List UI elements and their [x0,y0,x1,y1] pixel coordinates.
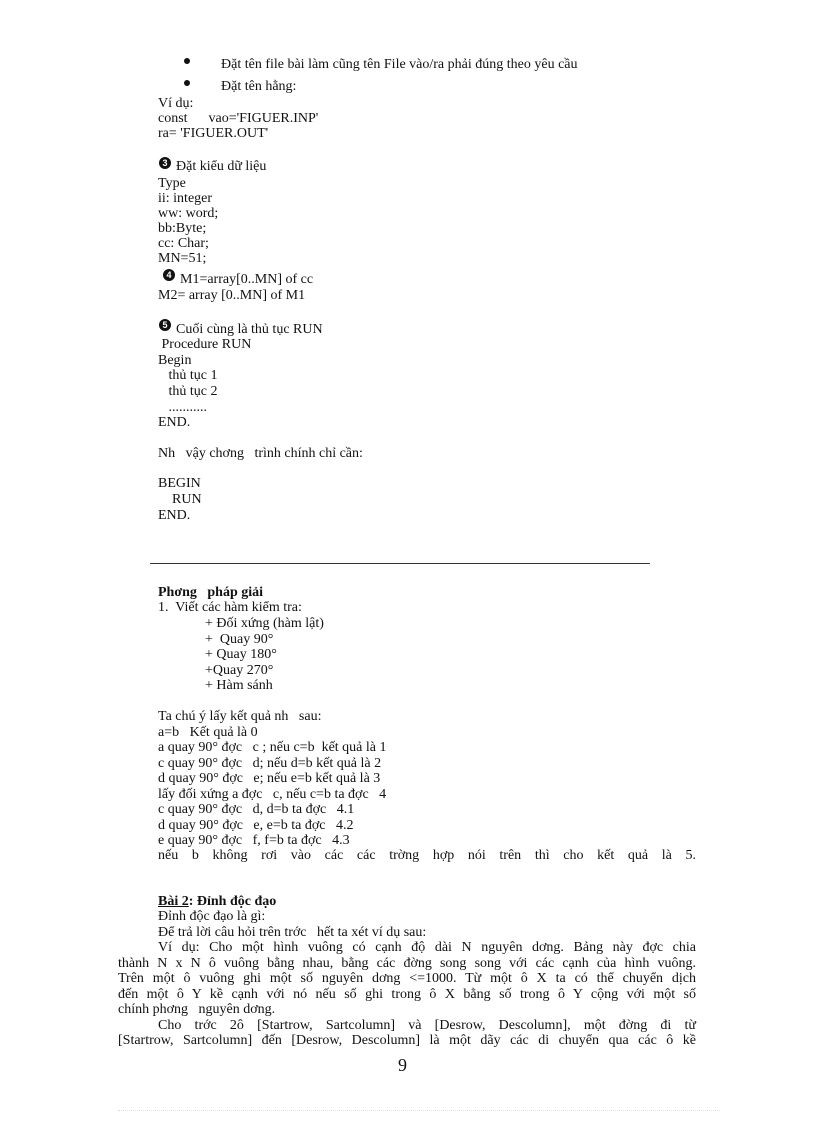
list-item: + Quay 180° [205,647,277,662]
paragraph: Để trả lời câu hỏi trên trớc hết ta xét ví dụ sau: [158,925,427,940]
code-line: thủ tục 2 [158,384,218,399]
step-heading: Đặt kiểu dữ liệu [176,159,267,174]
bullet-icon [184,80,190,86]
code-line: M2= array [0..MN] of M1 [158,288,306,303]
note-line: c quay 90° đợc d, d=b ta đợc 4.1 [158,802,355,817]
paragraph-line: [Startrow, Sartcolumn] đến [Desrow, Descolumn] là một dãy các di chuyển qua các ô kề [118,1033,696,1048]
code-line: bb:Byte; [158,221,207,236]
list-item: +Quay 270° [205,663,274,678]
section-title [158,894,276,909]
bullet-text: Đặt tên hằng: [221,79,297,94]
list-item: + Quay 90° [205,632,274,647]
code-line: ra= 'FIGUER.OUT' [158,126,269,141]
paragraph-line: đến một ô Y kề cạnh với nó nếu số ghi trong ô X bằng số trong ô Y cộng với một số [118,987,696,1002]
code-line: MN=51; [158,251,207,266]
section-label: Bài 2 [158,894,189,909]
step-number-icon: 5 [159,319,171,331]
code-line: END. [158,508,191,523]
footer-divider [118,1110,720,1112]
paragraph-line: thành N x N ô vuông bằng nhau, bằng các đờng song song với các cạnh của hình vuông. [118,956,696,971]
bullet-text: Đặt tên file bài làm cũng tên File vào/ra phải đúng theo yêu cầu [221,57,578,72]
code-line: ww: word; [158,206,219,221]
step-number-icon: 3 [159,157,171,169]
code-line: const vao='FIGUER.INP' [158,111,319,126]
paragraph-line: Cho trớc 2ô [Startrow, Sartcolumn] và [Desrow, Descolumn], một đờng đi từ [158,1018,696,1033]
step-number-icon: 4 [163,269,175,281]
paragraph: Ta chú ý lấy kết quả nh sau: [158,709,322,724]
code-line: Ví dụ: [158,96,194,111]
list-item: + Hàm sánh [205,678,273,693]
note-line: a=b Kết quả là 0 [158,725,258,740]
section-title: Phơng pháp giải [158,585,264,600]
note-line: a quay 90° đợc c ; nếu c=b kết quả là 1 [158,740,387,755]
paragraph-line: Ví dụ: Cho một hình vuông có cạnh độ dài N nguyên dơng. Bảng này đợc chia [158,940,696,955]
horizontal-divider [150,563,650,564]
code-line: thủ tục 1 [158,368,218,383]
paragraph-line: chính phơng nguyên dơng. [118,1002,276,1017]
page-number: 9 [398,1055,407,1075]
note-line: lấy đối xứng a đợc c, nếu c=b ta đợc 4 [158,787,387,802]
code-line: ii: integer [158,191,213,206]
code-line: cc: Char; [158,236,209,251]
code-line: Type [158,176,186,191]
note-line: nếu b không rơi vào các các trờng hợp nói trên thì cho kết quả là 5. [158,848,696,863]
code-line: RUN [158,492,202,507]
paragraph: Nh vậy chơng trình chính chỉ cần: [158,446,363,461]
code-line: END. [158,415,191,430]
note-line: e quay 90° đợc f, f=b ta đợc 4.3 [158,833,350,848]
note-line: c quay 90° đợc d; nếu d=b kết quả là 2 [158,756,382,771]
code-line: Procedure RUN [158,337,252,352]
code-line: ........... [158,400,207,415]
note-line: d quay 90° đợc e, e=b ta đợc 4.2 [158,818,354,833]
list-item: 1. Viết các hàm kiểm tra: [158,600,302,615]
step-heading: Cuối cùng là thủ tục RUN [176,322,323,337]
bullet-icon [184,58,190,64]
list-item: + Đối xứng (hàm lật) [205,616,324,631]
paragraph: Đỉnh độc đạo là gì: [158,909,266,924]
code-line: Begin [158,353,192,368]
section-title-text: : Đỉnh độc đạo [188,894,277,909]
note-line: d quay 90° đợc e; nếu e=b kết quả là 3 [158,771,381,786]
paragraph-line: Trên một ô vuông ghi một số nguyên dơng <=1000. Từ một ô X ta có thể chuyển dịch [118,971,696,986]
code-line: M1=array[0..MN] of cc [180,272,314,287]
code-line: BEGIN [158,476,201,491]
